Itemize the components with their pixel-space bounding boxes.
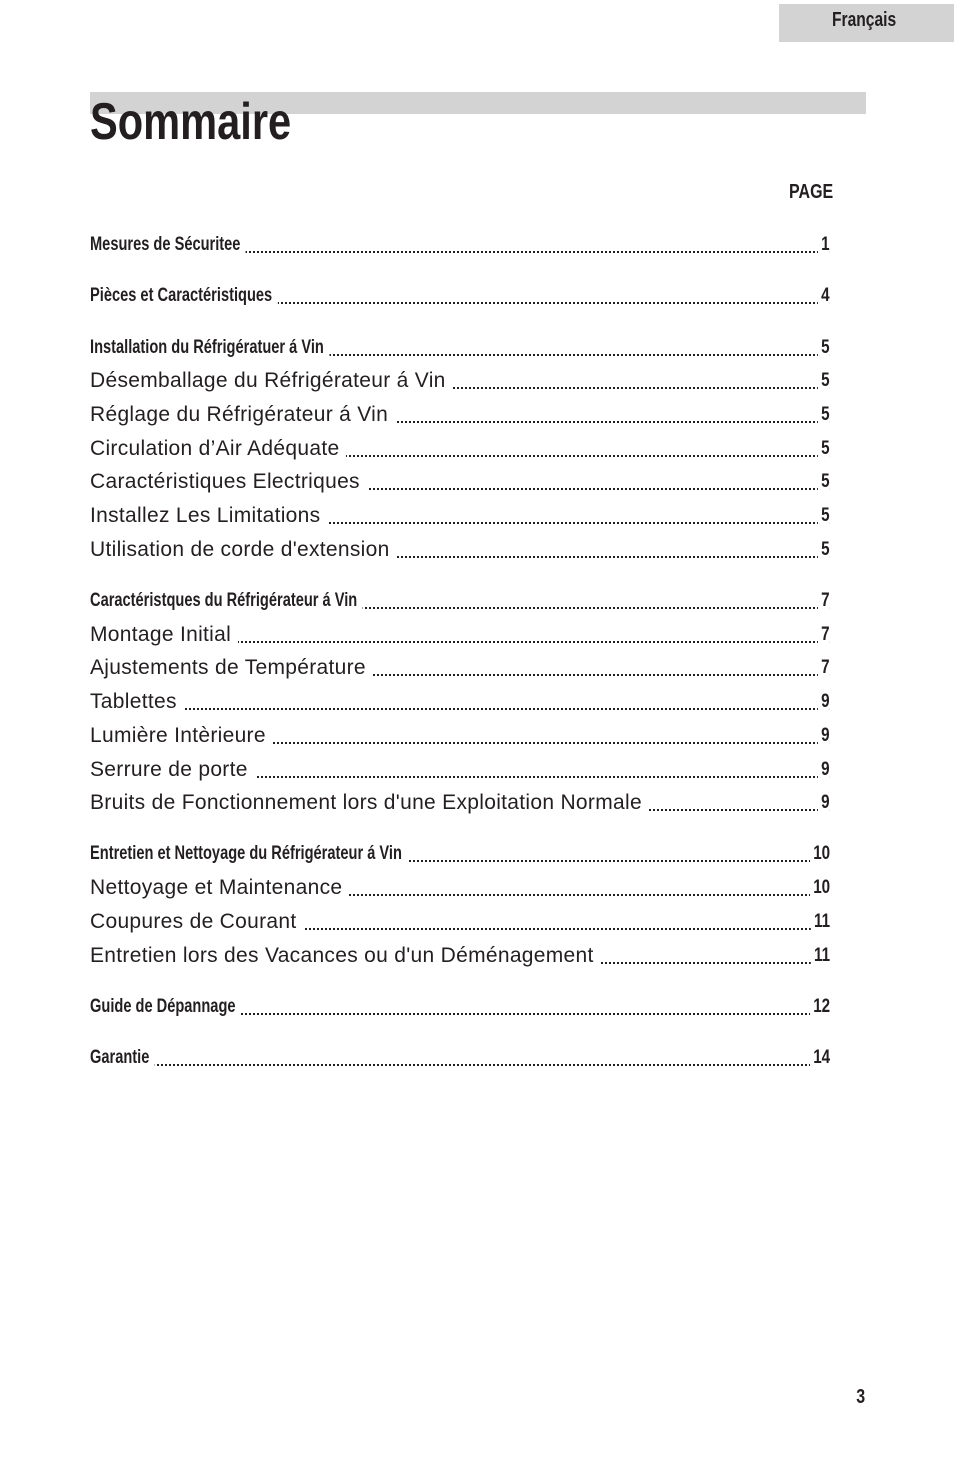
toc-page: 9	[818, 756, 830, 784]
toc-page: 5	[818, 468, 830, 496]
toc-page: 5	[818, 401, 830, 429]
toc-entry[interactable]	[90, 502, 830, 530]
toc-label: Serrure de porte	[90, 756, 255, 784]
toc-entry[interactable]	[90, 435, 830, 463]
toc-entry[interactable]	[90, 334, 830, 362]
toc-entry[interactable]	[90, 789, 830, 817]
toc-page: 12	[810, 993, 830, 1021]
toc-page: 5	[818, 536, 830, 564]
page-title: Sommaire	[90, 93, 292, 151]
toc-label: Caractéristques du Réfrigérateur á Vin	[90, 587, 363, 615]
toc-page: 7	[818, 587, 830, 615]
toc-page: 10	[810, 840, 830, 868]
toc-label: Entretien et Nettoyage du Réfrigérateur á Vin	[90, 840, 407, 868]
toc-label: Caractéristiques Electriques	[90, 468, 367, 496]
toc-page: 14	[810, 1044, 830, 1072]
toc-page: 9	[818, 722, 830, 750]
toc-page: 5	[818, 367, 830, 395]
toc-page: 10	[810, 874, 830, 902]
toc-page: 7	[818, 654, 830, 682]
page-number: 3	[856, 1386, 865, 1408]
toc-label: Montage Initial	[90, 621, 238, 649]
toc-label: Garantie	[90, 1044, 155, 1072]
toc-label: Utilisation de corde d'extension	[90, 536, 397, 564]
toc-page: 5	[818, 502, 830, 530]
toc-entry[interactable]	[90, 401, 830, 429]
toc-entry[interactable]	[90, 1044, 830, 1072]
toc-entry[interactable]	[90, 756, 830, 784]
toc-label: Ajustements de Température	[90, 654, 373, 682]
toc-entry[interactable]	[90, 722, 830, 750]
toc-label: Installation du Réfrigératuer á Vin	[90, 334, 329, 362]
dot-leader	[90, 1064, 830, 1066]
toc-entry[interactable]	[90, 367, 830, 395]
toc-entry[interactable]	[90, 654, 830, 682]
toc-label: Nettoyage et Maintenance	[90, 874, 349, 902]
toc-entry[interactable]	[90, 874, 830, 902]
language-label: Français	[832, 9, 897, 31]
toc-entry[interactable]	[90, 908, 830, 936]
toc-label: Installez Les Limitations	[90, 502, 327, 530]
toc-page: 11	[811, 942, 830, 970]
toc-entry[interactable]	[90, 840, 830, 868]
toc-label: Guide de Dépannage	[90, 993, 241, 1021]
toc-page: 9	[818, 789, 830, 817]
toc-page: 5	[818, 435, 830, 463]
toc-entry[interactable]	[90, 536, 830, 564]
toc-label: Tablettes	[90, 688, 184, 716]
toc-page: 7	[818, 621, 830, 649]
toc-label: Mesures de Sécuritee	[90, 231, 246, 259]
toc-label: Entretien lors des Vacances ou d'un Déménagement	[90, 942, 601, 970]
toc-page: 1	[818, 231, 830, 259]
toc-entry[interactable]	[90, 621, 830, 649]
toc-label: Bruits de Fonctionnement lors d'une Exploitation Normale	[90, 789, 649, 817]
toc-entry[interactable]	[90, 231, 830, 259]
toc-entry[interactable]	[90, 688, 830, 716]
toc-label: Désemballage du Réfrigérateur á Vin	[90, 367, 453, 395]
page-column-header: PAGE	[788, 181, 833, 203]
toc-entry[interactable]	[90, 942, 830, 970]
toc-entry[interactable]	[90, 587, 830, 615]
toc-entry[interactable]	[90, 993, 830, 1021]
toc-label: Lumière Intèrieure	[90, 722, 273, 750]
dot-leader	[90, 708, 830, 710]
toc-page: 11	[811, 908, 830, 936]
toc-entry[interactable]	[90, 468, 830, 496]
toc-label: Circulation d’Air Adéquate	[90, 435, 346, 463]
toc-entry[interactable]	[90, 282, 830, 310]
toc-label: Réglage du Réfrigérateur á Vin	[90, 401, 395, 429]
toc-page: 5	[818, 334, 830, 362]
toc-page: 9	[818, 688, 830, 716]
toc-label: Coupures de Courant	[90, 908, 304, 936]
toc-label: Pièces et Caractéristiques	[90, 282, 278, 310]
toc-page: 4	[818, 282, 830, 310]
